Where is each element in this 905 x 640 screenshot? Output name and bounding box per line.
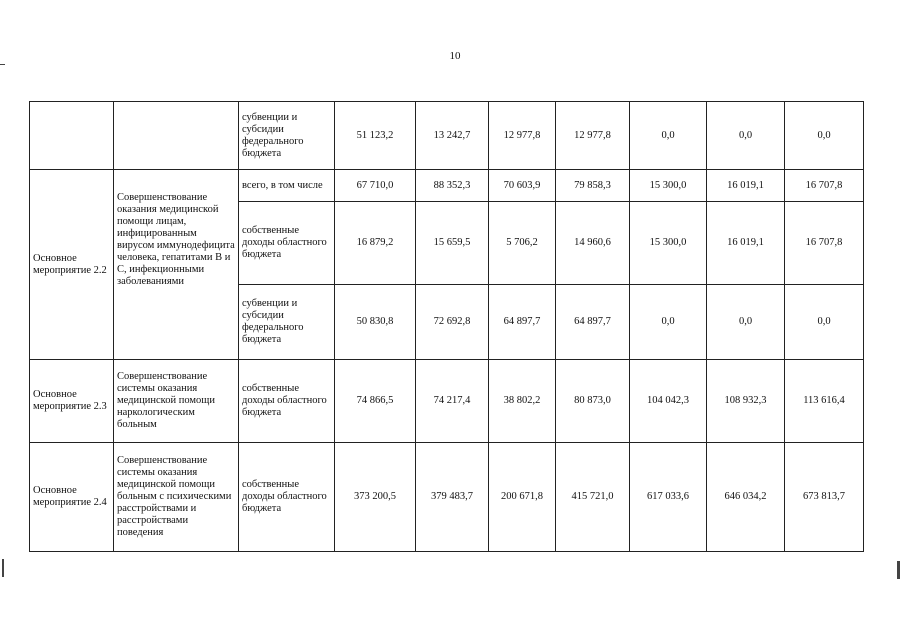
value-cell: 12 977,8 bbox=[489, 102, 556, 170]
value-cell: 14 960,6 bbox=[556, 202, 630, 285]
value-cell: 200 671,8 bbox=[489, 443, 556, 552]
value-cell: 113 616,4 bbox=[785, 360, 864, 443]
description-cell: Совершенствование оказания медицинской помощи лицам, инфицированным вирусом иммунодефицита человека, гепатитами В и С, инфекционными заболеваниями bbox=[114, 170, 239, 360]
value-cell: 67 710,0 bbox=[335, 170, 416, 202]
value-cell: 15 659,5 bbox=[416, 202, 489, 285]
value-cell: 373 200,5 bbox=[335, 443, 416, 552]
value-cell: 72 692,8 bbox=[416, 285, 489, 360]
table-row bbox=[30, 443, 864, 552]
margin-mark-left bbox=[2, 559, 4, 577]
page-number: 10 bbox=[449, 50, 461, 62]
value-cell: 0,0 bbox=[785, 285, 864, 360]
margin-mark-right bbox=[897, 561, 900, 579]
value-cell: 51 123,2 bbox=[335, 102, 416, 170]
value-cell: 15 300,0 bbox=[630, 170, 707, 202]
value-cell: 16 707,8 bbox=[785, 202, 864, 285]
margin-tick bbox=[0, 64, 5, 65]
value-cell: 80 873,0 bbox=[556, 360, 630, 443]
value-cell: 108 932,3 bbox=[707, 360, 785, 443]
event-cell: Основное мероприятие 2.2 bbox=[30, 170, 114, 360]
description-cell: Совершенствование системы оказания медицинской помощи наркологическим больным bbox=[114, 360, 239, 443]
funding-source-cell: субвенции и субсидии федерального бюджета bbox=[239, 285, 335, 360]
value-cell: 646 034,2 bbox=[707, 443, 785, 552]
value-cell: 16 019,1 bbox=[707, 170, 785, 202]
description-cell bbox=[114, 102, 239, 170]
table-row bbox=[30, 170, 864, 202]
event-cell: Основное мероприятие 2.3 bbox=[30, 360, 114, 443]
value-cell: 0,0 bbox=[785, 102, 864, 170]
funding-source-cell: субвенции и субсидии федерального бюджета bbox=[239, 102, 335, 170]
value-cell: 88 352,3 bbox=[416, 170, 489, 202]
value-cell: 79 858,3 bbox=[556, 170, 630, 202]
value-cell: 13 242,7 bbox=[416, 102, 489, 170]
funding-source-cell: собственные доходы областного бюджета bbox=[239, 360, 335, 443]
value-cell: 104 042,3 bbox=[630, 360, 707, 443]
value-cell: 617 033,6 bbox=[630, 443, 707, 552]
value-cell: 0,0 bbox=[707, 285, 785, 360]
table-row bbox=[30, 102, 864, 170]
value-cell: 379 483,7 bbox=[416, 443, 489, 552]
value-cell: 16 707,8 bbox=[785, 170, 864, 202]
value-cell: 74 866,5 bbox=[335, 360, 416, 443]
funding-source-cell: всего, в том числе bbox=[239, 170, 335, 202]
event-cell bbox=[30, 102, 114, 170]
value-cell: 16 019,1 bbox=[707, 202, 785, 285]
table-row bbox=[30, 360, 864, 443]
value-cell: 0,0 bbox=[630, 285, 707, 360]
value-cell: 74 217,4 bbox=[416, 360, 489, 443]
value-cell: 50 830,8 bbox=[335, 285, 416, 360]
event-cell: Основное мероприятие 2.4 bbox=[30, 443, 114, 552]
value-cell: 0,0 bbox=[630, 102, 707, 170]
value-cell: 38 802,2 bbox=[489, 360, 556, 443]
value-cell: 12 977,8 bbox=[556, 102, 630, 170]
budget-table bbox=[29, 101, 864, 552]
description-cell: Совершенствование системы оказания медицинской помощи больным с психическими расстройствами и расстройствами поведения bbox=[114, 443, 239, 552]
value-cell: 15 300,0 bbox=[630, 202, 707, 285]
funding-source-cell: собственные доходы областного бюджета bbox=[239, 202, 335, 285]
value-cell: 64 897,7 bbox=[556, 285, 630, 360]
value-cell: 70 603,9 bbox=[489, 170, 556, 202]
value-cell: 16 879,2 bbox=[335, 202, 416, 285]
value-cell: 64 897,7 bbox=[489, 285, 556, 360]
value-cell: 5 706,2 bbox=[489, 202, 556, 285]
value-cell: 673 813,7 bbox=[785, 443, 864, 552]
funding-source-cell: собственные доходы областного бюджета bbox=[239, 443, 335, 552]
value-cell: 0,0 bbox=[707, 102, 785, 170]
value-cell: 415 721,0 bbox=[556, 443, 630, 552]
